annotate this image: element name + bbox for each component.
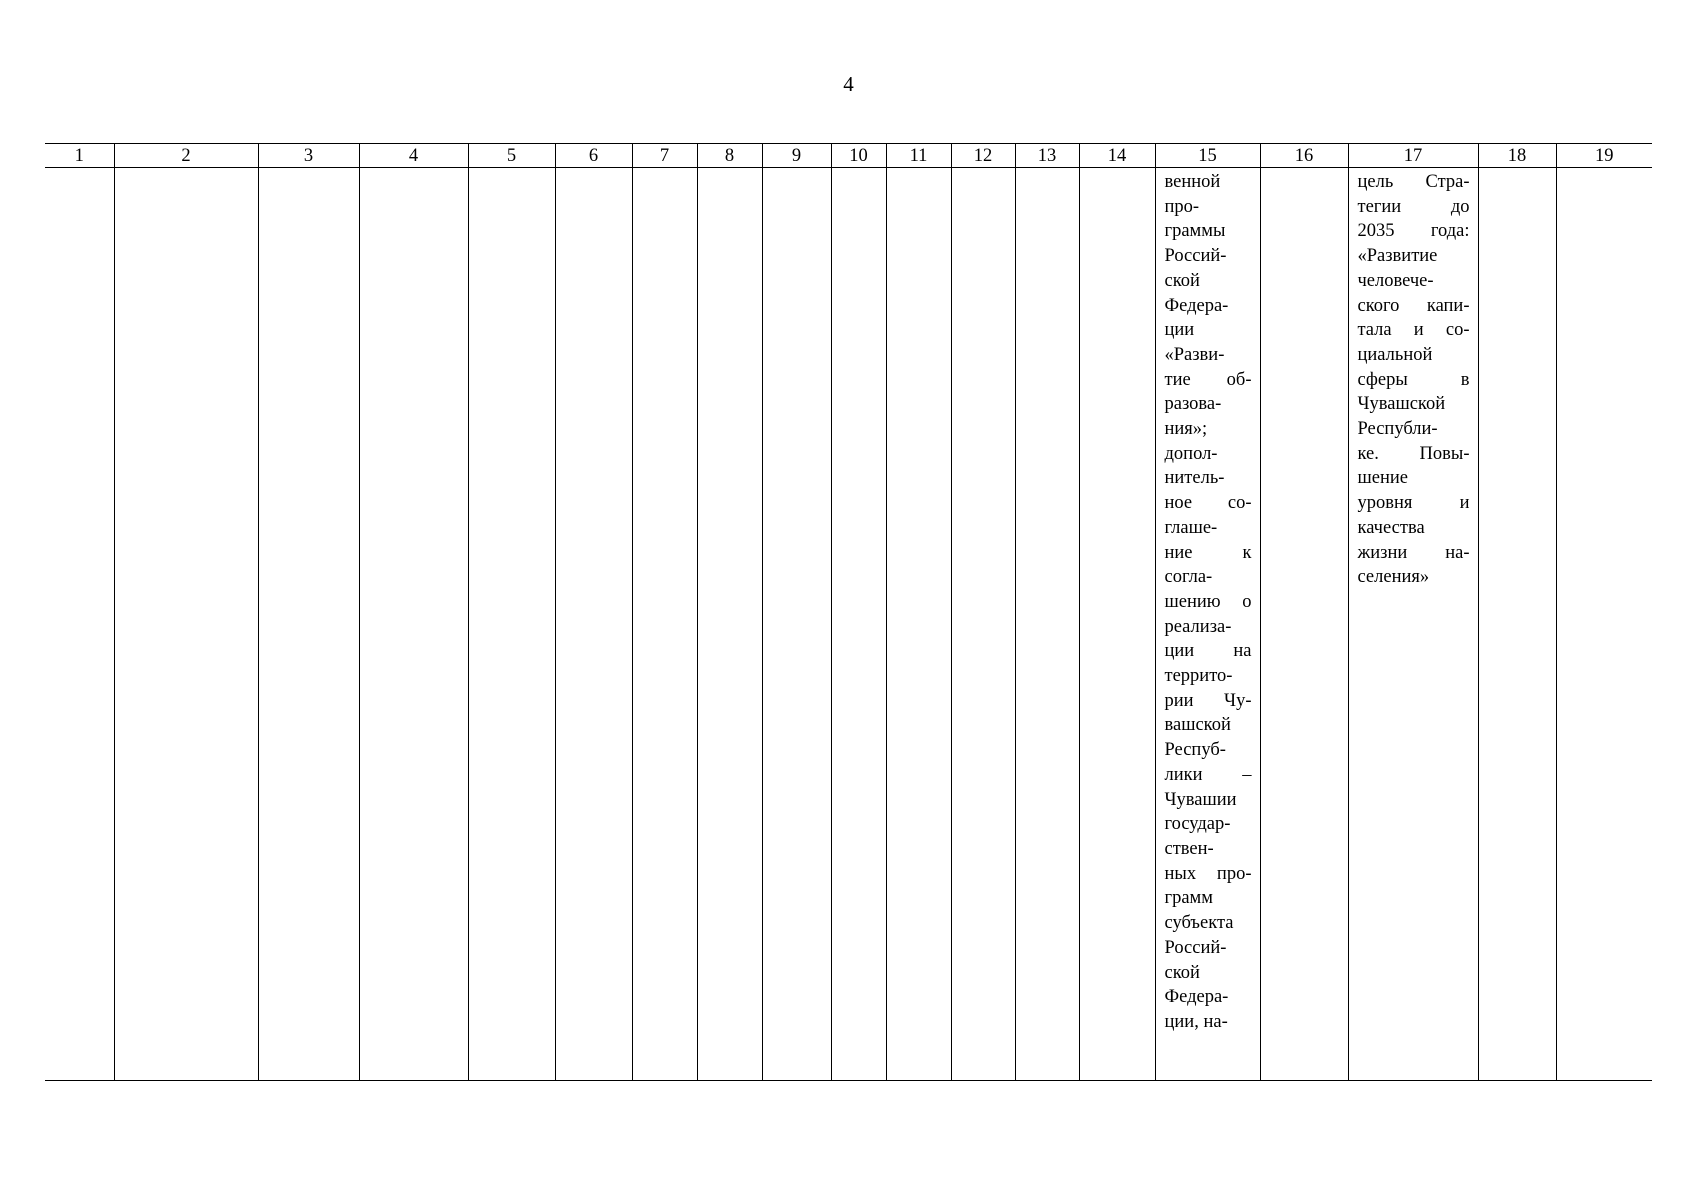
column-header-16: 16 bbox=[1260, 144, 1348, 168]
column-header-7: 7 bbox=[632, 144, 697, 168]
column-header-6: 6 bbox=[555, 144, 632, 168]
text-line: Россий- bbox=[1164, 246, 1227, 267]
table-cell-3 bbox=[258, 168, 359, 1081]
text-line: допол- bbox=[1164, 443, 1218, 464]
text-line: вашской bbox=[1164, 715, 1231, 736]
text-line: венной bbox=[1164, 172, 1221, 192]
text-line: уровня и bbox=[1357, 493, 1470, 514]
cell-17-text bbox=[1349, 168, 1478, 590]
table-cell-9 bbox=[762, 168, 831, 1081]
column-header-18: 18 bbox=[1478, 144, 1556, 168]
page-number: 4 bbox=[843, 72, 854, 96]
column-header-19: 19 bbox=[1556, 144, 1652, 168]
text-line: «Развитие bbox=[1357, 246, 1438, 267]
column-header-5: 5 bbox=[468, 144, 555, 168]
text-line: ского капи- bbox=[1357, 295, 1470, 316]
text-line: ции на bbox=[1164, 641, 1252, 662]
text-line: тие об- bbox=[1164, 369, 1252, 390]
table-cell-5 bbox=[468, 168, 555, 1081]
text-line: шение bbox=[1357, 468, 1408, 489]
text-line: цель Стра- bbox=[1357, 172, 1470, 192]
column-header-10: 10 bbox=[831, 144, 886, 168]
text-line: государ- bbox=[1164, 814, 1231, 835]
column-header-14: 14 bbox=[1079, 144, 1155, 168]
cell-15-text bbox=[1156, 168, 1260, 1035]
column-header-9: 9 bbox=[762, 144, 831, 168]
column-header-8: 8 bbox=[697, 144, 762, 168]
table-row bbox=[45, 168, 1652, 1081]
text-line: глаше- bbox=[1164, 517, 1218, 538]
text-line: ние к bbox=[1164, 542, 1252, 563]
table-cell-19 bbox=[1556, 168, 1652, 1081]
table-cell-7 bbox=[632, 168, 697, 1081]
text-line: реализа- bbox=[1164, 616, 1232, 637]
text-line: согла- bbox=[1164, 567, 1213, 588]
table-cell-16 bbox=[1260, 168, 1348, 1081]
table-cell-15 bbox=[1155, 168, 1260, 1081]
text-line: Республи- bbox=[1357, 419, 1438, 440]
table-cell-4 bbox=[359, 168, 468, 1081]
table-cell-13 bbox=[1015, 168, 1079, 1081]
text-line: жизни на- bbox=[1357, 542, 1470, 563]
text-line: нитель- bbox=[1164, 468, 1225, 489]
text-line: ской bbox=[1164, 270, 1200, 291]
text-line: Федера- bbox=[1164, 987, 1229, 1008]
column-header-17: 17 bbox=[1348, 144, 1478, 168]
text-line: циальной bbox=[1357, 344, 1433, 365]
text-line: Федера- bbox=[1164, 295, 1229, 316]
text-line: ции, на- bbox=[1164, 1011, 1228, 1032]
column-header-3: 3 bbox=[258, 144, 359, 168]
text-line: Чувашской bbox=[1357, 394, 1446, 415]
table-header-row bbox=[45, 144, 1652, 168]
text-line: субъекта bbox=[1164, 913, 1234, 934]
column-header-1: 1 bbox=[45, 144, 114, 168]
text-line: тала и со- bbox=[1357, 320, 1470, 341]
table-cell-12 bbox=[951, 168, 1015, 1081]
text-line: шению о bbox=[1164, 591, 1252, 612]
text-line: ния»; bbox=[1164, 419, 1208, 440]
text-line: ных про- bbox=[1164, 863, 1252, 884]
column-header-15: 15 bbox=[1155, 144, 1260, 168]
text-line: качества bbox=[1357, 517, 1425, 538]
data-table bbox=[45, 143, 1652, 1081]
text-line: тегии до bbox=[1357, 196, 1470, 217]
text-line: Россий- bbox=[1164, 937, 1227, 958]
table-cell-14 bbox=[1079, 168, 1155, 1081]
text-line: селения» bbox=[1357, 567, 1430, 588]
table-cell-1 bbox=[45, 168, 114, 1081]
column-header-12: 12 bbox=[951, 144, 1015, 168]
table-cell-18 bbox=[1478, 168, 1556, 1081]
text-line: лики – bbox=[1164, 764, 1252, 785]
text-line: ции bbox=[1164, 320, 1195, 341]
text-line: про- bbox=[1164, 196, 1200, 217]
column-header-13: 13 bbox=[1015, 144, 1079, 168]
text-line: человече- bbox=[1357, 270, 1434, 291]
text-line: разова- bbox=[1164, 394, 1222, 415]
table-cell-10 bbox=[831, 168, 886, 1081]
text-line: Респуб- bbox=[1164, 740, 1226, 761]
text-line: «Разви- bbox=[1164, 344, 1225, 365]
table-cell-8 bbox=[697, 168, 762, 1081]
text-line: рии Чу- bbox=[1164, 690, 1252, 711]
text-line: террито- bbox=[1164, 666, 1233, 687]
text-line: грамм bbox=[1164, 888, 1213, 909]
column-header-4: 4 bbox=[359, 144, 468, 168]
column-header-2: 2 bbox=[114, 144, 258, 168]
table-cell-11 bbox=[886, 168, 951, 1081]
text-line: Чувашии bbox=[1164, 789, 1237, 810]
column-header-11: 11 bbox=[886, 144, 951, 168]
table-cell-6 bbox=[555, 168, 632, 1081]
text-line: ской bbox=[1164, 962, 1200, 983]
text-line: ствен- bbox=[1164, 838, 1214, 859]
text-line: ное со- bbox=[1164, 493, 1252, 514]
text-line: сферы в bbox=[1357, 369, 1470, 390]
text-line: ке. Повы- bbox=[1357, 443, 1470, 464]
text-line: граммы bbox=[1164, 221, 1226, 242]
text-line: 2035 года: bbox=[1357, 221, 1470, 242]
table-cell-17 bbox=[1348, 168, 1478, 1081]
table-cell-2 bbox=[114, 168, 258, 1081]
